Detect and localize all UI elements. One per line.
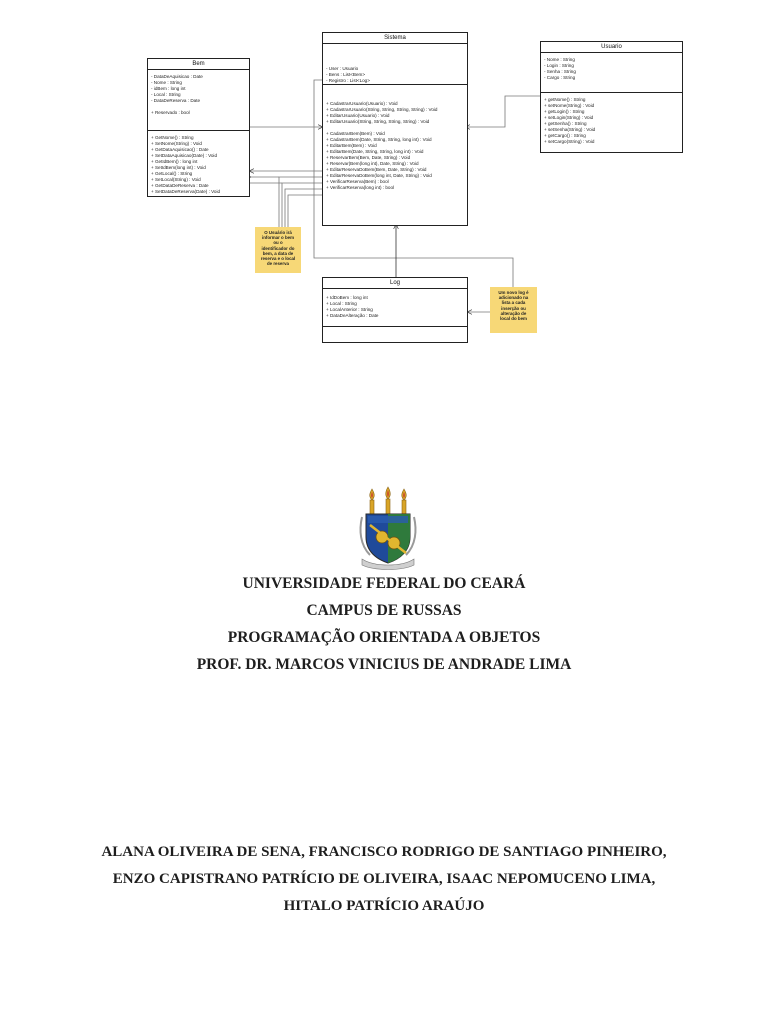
uml-attribute: - Cargo : String — [544, 75, 576, 80]
uml-method: + CadastrarBem(Date, String, String, long int) : Void — [326, 137, 432, 142]
uml-attribute: - Nome : String — [544, 57, 575, 62]
note-line: O Usuário irá — [264, 230, 292, 235]
connector-usuario-sistema — [466, 96, 540, 127]
uml-attribute: + IdDoBem : long int — [326, 295, 368, 300]
note-line: informar o bem — [262, 235, 294, 241]
note-line: de reserva — [267, 261, 289, 267]
uml-attribute: - User : Usuario — [326, 66, 359, 71]
note-line: reserva e o local — [260, 256, 296, 262]
uml-method: + EditarBem(Date, String, String, long int) : Void — [326, 149, 424, 154]
campus-name: CAMPUS DE RUSSAS — [306, 602, 462, 619]
note-line: inserção ou — [501, 305, 526, 311]
uml-attributes — [541, 53, 682, 93]
uml-class-title: Usuario — [541, 42, 682, 53]
uml-methods — [541, 93, 682, 148]
university-coat-of-arms — [356, 485, 420, 571]
uml-method: + getLogin() : String — [544, 109, 585, 114]
uml-attribute: - Registro : List<Log> — [326, 78, 370, 83]
uml-class-bem — [147, 58, 250, 197]
uml-method: + VerificarReserva(Bem) : bool — [326, 179, 389, 184]
uml-method: + setCargo(String) : Void — [544, 139, 595, 144]
uml-method: + GetDataAquisicao() : Date — [151, 147, 209, 152]
uml-method: + SetLocal(String) : Void — [151, 177, 201, 182]
uml-attributes — [323, 44, 467, 85]
authors-line-2: ENZO CAPISTRANO PATRÍCIO DE OLIVEIRA, ISAAC NEPOMUCENO LIMA, — [112, 871, 656, 887]
uml-attribute: + LocalAnterior : String — [326, 307, 373, 312]
uml-method: + SetDataDeReserva(Date) : Void — [151, 189, 221, 194]
uml-method: + EditarReservaDoBem(Bem, Date, String) : Void — [326, 167, 427, 172]
uml-method: + getSenha() : String — [544, 121, 587, 126]
note-line: lista a cada — [501, 300, 526, 306]
university-name: UNIVERSIDADE FEDERAL DO CEARÁ — [242, 575, 526, 592]
uml-method: + CadastrarUsuario(String, String, String, String) : Void — [326, 107, 438, 112]
uml-method: + VerificarReserva(long int) : bool — [326, 185, 395, 190]
uml-method: + SetDataAquisicao(Date) : Void — [151, 153, 218, 158]
note-novo-log — [490, 287, 537, 333]
uml-method: + EditarBem(Bem) : Void — [326, 143, 377, 148]
uml-method: + CadastrarBem(Bem) : Void — [326, 131, 385, 136]
authors-line-1: ALANA OLIVEIRA DE SENA, FRANCISCO RODRIGO DE SANTIAGO PINHEIRO, — [101, 844, 667, 860]
uml-method: + EditarUsuario(Usuario) : Void — [326, 113, 390, 118]
uml-methods — [148, 131, 249, 198]
authors-line-3: HITALO PATRÍCIO ARAÚJO — [283, 898, 485, 914]
uml-methods — [323, 327, 467, 334]
note-line: identificador do — [261, 245, 295, 251]
uml-attribute: - Local : String — [151, 92, 181, 97]
uml-method: + setSenha(String) : Void — [544, 127, 596, 132]
uml-attribute: - Nome : String — [151, 80, 182, 85]
uml-attribute: + Local : String — [326, 301, 357, 306]
note-line: alteração de — [500, 310, 527, 316]
uml-method: + GetIdBem() : long int — [151, 159, 198, 164]
uml-attributes — [148, 70, 249, 131]
uml-method: + getCargo() : String — [544, 133, 586, 138]
note-line: adicionado na — [498, 295, 529, 301]
uml-attribute: + Reservado : bool — [151, 110, 190, 115]
uml-attribute: + DataDeAlteração : Date — [326, 313, 379, 318]
note-line: local do bem — [500, 316, 527, 322]
note-line: Um novo log é — [498, 290, 529, 295]
uml-class-log — [322, 277, 468, 343]
uml-method: + setNome(String) : Void — [544, 103, 595, 108]
uml-class-usuario — [540, 41, 683, 153]
uml-method: + EditarUsuario(String, String, String, String) : Void — [326, 119, 430, 124]
uml-method: + setLogin(String) : Void — [544, 115, 594, 120]
uml-method: + EditarReservaDoBem(long int, Date, String) : Void — [326, 173, 432, 178]
note-usuario-informa — [255, 227, 301, 273]
uml-attribute: - Senha : String — [544, 69, 576, 74]
uml-class-sistema — [322, 32, 468, 226]
uml-method: + GetLocal() : String — [151, 171, 193, 176]
uml-methods — [323, 85, 467, 194]
uml-method: + CadastrarUsuario(Usuario) : Void — [326, 101, 398, 106]
uml-method: + getNome() : String — [544, 97, 586, 102]
uml-method: + GetDataDeReserva : Date — [151, 183, 209, 188]
uml-method: + Reservar(Bem(long int), Date, String) : Void — [326, 161, 419, 166]
note-line: ou o — [273, 240, 283, 246]
uml-class-title: Bem — [148, 59, 249, 70]
course-name: PROGRAMAÇÃO ORIENTADA A OBJETOS — [227, 629, 541, 646]
uml-attribute: - DataDeReserva : Date — [151, 98, 201, 103]
uml-attribute: - Login : String — [544, 63, 574, 68]
uml-class-title: Log — [323, 278, 467, 289]
note-line: bem, a data de — [262, 250, 294, 256]
professor-name: PROF. DR. MARCOS VINICIUS DE ANDRADE LIMA — [196, 656, 572, 673]
uml-method: + GetNome() : String — [151, 135, 194, 140]
uml-attributes — [323, 289, 467, 327]
uml-class-title: Sistema — [323, 33, 467, 44]
uml-method: + SetNome(String) : Void — [151, 141, 202, 146]
uml-attribute: - DataDeAquisicao : Date — [151, 74, 203, 79]
uml-attribute: - idBem : long int — [151, 86, 186, 91]
uml-method: + ReservarBem(Bem, Date, String) : Void — [326, 155, 411, 160]
uml-attribute: - Bens : List<Bem> — [326, 72, 366, 77]
uml-method: + SetIdBem(long int) : Void — [151, 165, 206, 170]
